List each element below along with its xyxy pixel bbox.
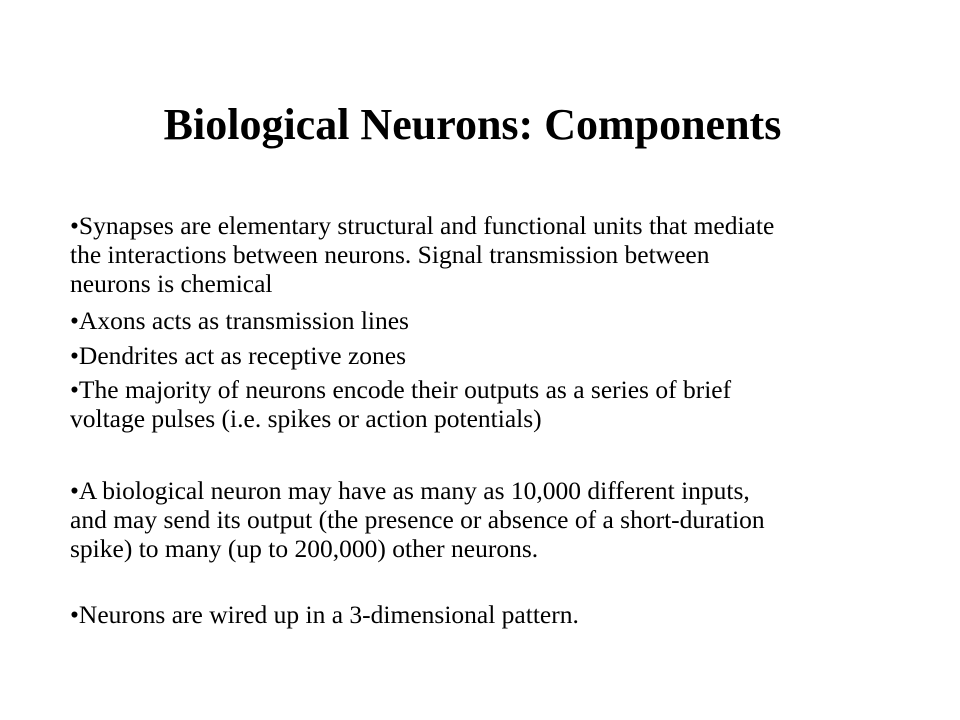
slide-title: Biological Neurons: Components xyxy=(163,100,782,149)
bullet-wiring: •Neurons are wired up in a 3-dimensional pattern. xyxy=(70,600,579,629)
bullet-synapses: •Synapses are elementary structural and functional units that mediate the interactions between neurons. Signal transmission between neurons is chemical xyxy=(70,211,775,298)
bullet-dendrites: •Dendrites act as receptive zones xyxy=(70,341,407,370)
bullet-inputs-outputs: •A biological neuron may have as many as 10,000 different inputs, and may send its output (the presence or absence of a short-duration spike) to many (up to 200,000) other neurons. xyxy=(70,476,765,563)
bullet-encoding: •The majority of neurons encode their outputs as a series of brief voltage pulses (i.e. spikes or action potentials) xyxy=(70,375,732,433)
bullet-axons: •Axons acts as transmission lines xyxy=(70,306,409,335)
